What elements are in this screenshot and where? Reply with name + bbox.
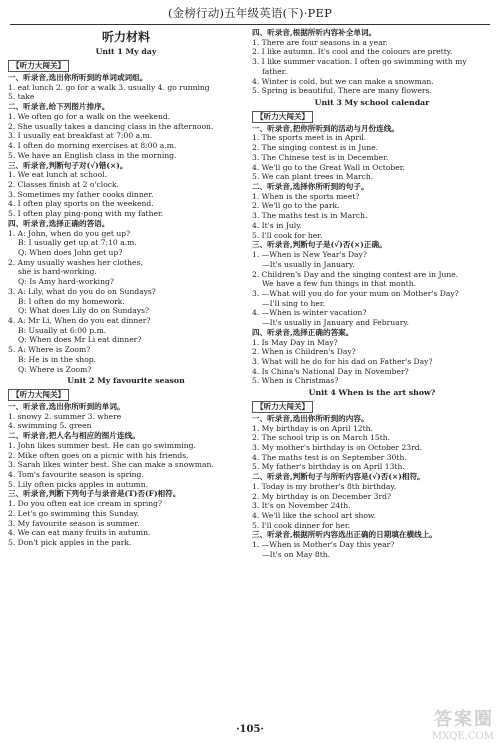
page-number: ·105· <box>236 724 264 735</box>
text-line: 2. Amy usually washes her clothes, <box>8 257 143 267</box>
text-line-indent: Q: Where is Zoom? <box>18 364 92 374</box>
text-line: 4. We'll go to the Great Wall in October. <box>252 162 405 172</box>
section-label-row <box>8 58 244 73</box>
text-line: 4. A: Mr Li, When do you eat dinner? <box>8 316 151 326</box>
question-heading: 三、听录音,根据所听内容选出正确的日期填在横线上。 <box>252 530 437 540</box>
text-line-indent: —I'll sing to her. <box>262 298 326 308</box>
text-line: 2. Let's go swimming this Sunday. <box>8 508 140 518</box>
text-line: 3. The maths test is in March. <box>252 211 368 221</box>
text-line: 3. My mother's birthday is on October 23rd. <box>252 442 423 452</box>
text-line: 4. It's in July. <box>252 220 302 230</box>
text-line: 3. My favourite season is summer. <box>8 518 140 528</box>
text-line-indent: Q: When does Mr Li eat dinner? <box>18 335 142 345</box>
text-line: 1. There are four seasons in a year. <box>252 37 388 47</box>
question-heading: 四、听录音,根据所听内容补全单词。 <box>252 28 377 37</box>
question-heading: 一、听录音,选出你所听到的内容。 <box>252 413 369 423</box>
question-heading: 一、听录音,把你所听到的活动与月份连线。 <box>252 123 399 133</box>
text-line-indent: B: He is in the shop. <box>18 354 97 364</box>
text-line-indent: father. <box>262 66 287 76</box>
text-line-indent: B: Usually at 6:00 p.m. <box>18 325 107 335</box>
text-line: 2. My birthday is on December 3rd? <box>252 491 392 501</box>
text-line: 3. Sometimes my father cooks dinner. <box>8 189 154 199</box>
header-rule <box>10 24 490 25</box>
question-heading: 一、听录音,选出你所听到的单词。 <box>8 402 125 412</box>
text-line: 1. —When is New Year's Day? <box>252 250 367 260</box>
text-line: 4. swimming 5. green <box>8 421 92 431</box>
text-line-indent: B: I often do my homework. <box>18 296 125 306</box>
text-line: 1. A: John, when do you get up? <box>8 228 131 238</box>
text-line: 3. Sarah likes winter best. She can make a snowman. <box>8 460 214 470</box>
section-label: 【听力大闯关】 <box>252 401 313 413</box>
text-line: 1. snowy 2. summer 3. where <box>8 411 122 421</box>
question-heading: 三、听录音,判断句子是(√)否(×)正确。 <box>252 240 387 250</box>
question-heading: 四、听录音,选择正确的答语。 <box>8 218 110 228</box>
text-line: 1. When is the sports meet? <box>252 191 360 201</box>
unit-title: Unit 2 My favourite season <box>67 376 185 386</box>
text-line: 1. John likes summer best. He can go swimming. <box>8 440 196 450</box>
text-line: 5. A: Where is Zoom? <box>8 345 91 355</box>
text-line: 4. We'll like the school art show. <box>252 511 376 520</box>
text-line: 4. Winter is cold, but we can make a snowman. <box>252 76 434 86</box>
text-line: 2. When is Children's Day? <box>252 347 356 357</box>
question-heading: 一、听录音,选出你所听到的单词或词组。 <box>8 73 148 83</box>
text-line: 1. We eat lunch at school. <box>8 170 108 180</box>
text-line: 2. We'll go to the park. <box>252 201 340 211</box>
text-line: 5. Spring is beautiful. There are many flowers. <box>252 86 432 96</box>
text-line: 2. Children's Day and the singing contest are in June. <box>252 269 459 279</box>
text-line: 5. I'll cook for her. <box>252 230 323 240</box>
text-line: 1. Do you often eat ice cream in spring? <box>8 499 163 509</box>
section-label: 【听力大闯关】 <box>252 111 313 123</box>
text-line: 4. Is China's National Day in November? <box>252 366 409 376</box>
text-line-indent: Q: What does Lily do on Sundays? <box>18 306 150 316</box>
section-label: 【听力大闯关】 <box>8 60 69 72</box>
watermark-logo <box>432 708 494 744</box>
section-label-row <box>252 399 492 414</box>
watermark-line1: 答案圈 <box>434 709 494 731</box>
text-line: 1. My birthday is on April 12th. <box>252 423 373 433</box>
watermark-line2: MXQE.COM <box>431 731 494 743</box>
question-heading: 三、听录音,判断句子对(√)错(×)。 <box>8 160 128 170</box>
text-line: 2. I like autumn. It's cool and the colours are pretty. <box>252 47 453 57</box>
section-label-row <box>252 109 492 124</box>
text-line: 3. What will he do for his dad on Father's Day? <box>252 356 433 366</box>
page-header: (金榜行动)五年级英语(下)·PEP <box>167 6 333 20</box>
text-line: 3. It's on November 24th. <box>252 501 351 511</box>
text-line: 4. I often do morning exercises at 8:00 a.m. <box>8 141 177 151</box>
text-line: 2. She usually takes a dancing class in the afternoon. <box>8 121 214 131</box>
text-line: 3. I usually eat breakfast at 7:00 a.m. <box>8 131 153 141</box>
text-line: 1. eat lunch 2. go for a walk 3. usually 4. go running <box>8 82 210 92</box>
text-line: 2. Classes finish at 2 o'clock. <box>8 179 120 189</box>
text-line-indent: Q: When does John get up? <box>18 247 123 257</box>
question-heading: 二、听录音,选择你所听到的句子。 <box>252 182 369 192</box>
unit-title: Unit 1 My day <box>95 47 157 57</box>
question-heading: 二、听录音,把人名与相应的图片连线。 <box>8 431 140 441</box>
question-heading: 三、听录音,判断下列句子与录音是(T)否(F)相符。 <box>8 489 181 499</box>
text-line: 5. We have an English class in the morning. <box>8 150 177 160</box>
text-line-indent: We have a few fun things in that month. <box>262 279 416 289</box>
text-line: 3. I like summer vacation. I often go swimming with my <box>252 57 467 67</box>
question-heading: 二、听录音,给下列图片排序。 <box>8 102 110 112</box>
text-line: 5. Don't pick apples in the park. <box>8 538 132 548</box>
text-line: 3. —What will you do for your mum on Mother's Day? <box>252 288 459 298</box>
unit-title: Unit 3 My school calendar <box>314 98 430 108</box>
text-line: 5. We can plant trees in March. <box>252 172 374 182</box>
text-line: 4. —When is winter vacation? <box>252 308 367 318</box>
text-line: 4. Tom's favourite season is spring. <box>8 470 144 480</box>
text-line: 3. A: Lily, what do you do on Sundays? <box>8 286 156 296</box>
text-line: 1. Is May Day in May? <box>252 337 338 347</box>
left-column <box>8 28 244 548</box>
text-line: 4. The maths test is on September 30th. <box>252 452 407 462</box>
text-line-indent: —It's usually in January and February. <box>262 318 410 328</box>
text-line: 2. Mike often goes on a picnic with his friends. <box>8 450 189 460</box>
question-heading: 四、听录音,选择正确的答案。 <box>252 327 354 337</box>
text-line-indent: —It's on May 8th. <box>262 549 331 559</box>
text-line: 1. —When is Mother's Day this year? <box>252 540 395 550</box>
text-line: 5. I'll cook dinner for her. <box>252 520 351 530</box>
text-line: 2. The singing contest is in June. <box>252 143 379 153</box>
text-line: 5. take <box>8 92 35 102</box>
text-line-indent: —It's usually in January. <box>262 259 355 269</box>
unit-title: Unit 4 When is the art show? <box>308 388 436 398</box>
right-column <box>252 28 492 560</box>
text-line: 5. When is Christmas? <box>252 376 339 386</box>
text-line-indent: she is hard-working. <box>18 267 97 277</box>
text-line: 3. The Chinese test is in December. <box>252 152 389 162</box>
section-label-row <box>8 387 244 402</box>
text-line-indent: Q: Is Amy hard-working? <box>18 277 114 287</box>
text-line-indent: B: I usually get up at 7:10 a.m. <box>18 238 137 248</box>
text-line: 5. Lily often picks apples in autumn. <box>8 479 149 489</box>
text-line: 4. We can eat many fruits in autumn. <box>8 528 151 538</box>
text-line: 1. The sports meet is in April. <box>252 133 367 143</box>
text-line: 4. I often play sports on the weekend. <box>8 199 154 209</box>
text-line: 1. Today is my brother's 8th birthday. <box>252 481 397 491</box>
section-title: 听力材料 <box>101 30 150 44</box>
section-label: 【听力大闯关】 <box>8 389 69 401</box>
text-line: 5. I often play ping-pong with my father. <box>8 209 164 219</box>
text-line: 2. The school trip is on March 15th. <box>252 433 391 443</box>
question-heading: 二、听录音,判断句子与所听内容是(√)否(×)相符。 <box>252 472 425 482</box>
text-line: 5. My father's birthday is on April 13th. <box>252 462 405 472</box>
text-line: 1. We often go for a walk on the weekend. <box>8 111 171 121</box>
